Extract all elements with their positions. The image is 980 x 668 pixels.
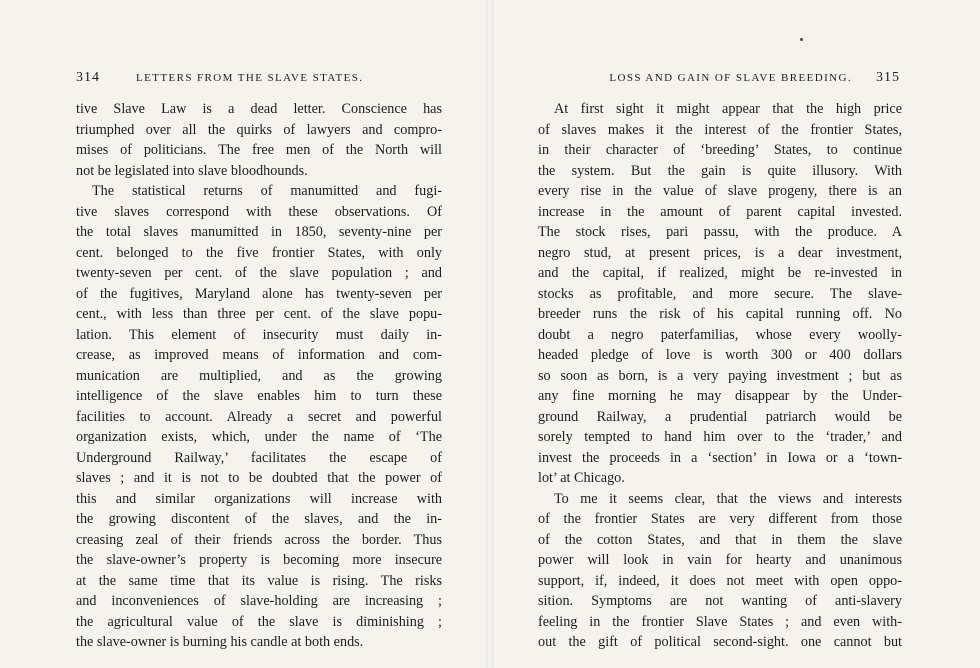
text-line: sition. Symptoms are not wanting of anti-slavery — [538, 593, 902, 609]
text-line: every rise in the value of slave progeny, there is an — [538, 183, 902, 199]
text-line: negro stud, at present prices, is a dear investment, — [538, 244, 902, 261]
text-line: the system. But the gain is quite illusory. With — [538, 162, 902, 179]
text-line: out the gift of political second-sight. one cannot but — [538, 634, 902, 650]
text-line: To me it seems clear, that the views and interests — [554, 490, 902, 507]
text-line: the agricultural value of the slave is diminishing ; — [76, 613, 442, 630]
right-body-text — [538, 99, 902, 653]
text-line: increase in the amount of parent capital invested. — [538, 203, 902, 220]
text-line: tive slaves correspond with these observations. Of — [76, 203, 442, 220]
text-line: the total slaves manumitted in 1850, seventy-nine per — [76, 224, 442, 240]
left-body-text — [76, 99, 442, 653]
text-line: at the same time that its value is rising. The risks — [76, 572, 442, 589]
text-line: facilities to account. Already a secret and powerful — [76, 408, 442, 425]
right-running-head — [538, 72, 900, 88]
text-line: doubt a negro paterfamilias, whose every woolly- — [538, 326, 902, 343]
text-line: this and similar organizations will increase with — [76, 490, 442, 507]
text-line: munication are multiplied, and as the growing — [76, 367, 442, 384]
text-line: triumphed over all the quirks of lawyers and compro- — [76, 121, 442, 138]
text-line: of the fugitives, Maryland alone has twenty-seven per — [76, 285, 442, 302]
text-line: intelligence of the slave enables him to turn these — [76, 388, 442, 404]
text-line: organization exists, which, under the name of ‘The — [76, 429, 442, 445]
text-line: Underground Railway,’ facilitates the escape of — [76, 449, 442, 466]
text-line: power will look in vain for hearty and unanimous — [538, 552, 902, 568]
text-line: stocks as profitable, and more secure. The slave- — [538, 285, 902, 302]
text-line: and the capital, if realized, might be re-invested in — [538, 265, 902, 281]
text-line: of the cotton States, and that in them the slave — [538, 531, 902, 548]
text-line: the slave-owner is burning his candle at both ends. — [76, 634, 364, 650]
text-line: slaves ; and it is not to be doubted that the power of — [76, 470, 442, 486]
text-line: the growing discontent of the slaves, and the in- — [76, 511, 442, 527]
text-line: breeder runs the risk of his capital running off. No — [538, 306, 902, 322]
text-line: ground Railway, a prudential patriarch would be — [538, 408, 902, 425]
text-line: feeling in the frontier Slave States ; and even with- — [538, 613, 902, 630]
text-line: not be legislated into slave bloodhounds. — [76, 162, 308, 179]
text-line: mises of politicians. The free men of the North will — [76, 142, 442, 158]
text-line: twenty-seven per cent. of the slave population ; and — [76, 265, 442, 281]
text-line: creasing zeal of their friends across the border. Thus — [76, 531, 442, 548]
text-line: headed pledge of love is worth 300 or 400 dollars — [538, 347, 902, 363]
text-line: sorely tempted to hand him over to the ‘trader,’ and — [538, 429, 902, 445]
left-page-number: 314 — [76, 70, 100, 85]
text-line: in their character of ‘breeding’ States, to continue — [538, 142, 902, 158]
text-line: The statistical returns of manumitted and fugi- — [92, 183, 442, 199]
text-line: lot’ at Chicago. — [538, 470, 625, 486]
text-line: The stock rises, pari passu, with the produce. A — [538, 224, 902, 240]
text-line: tive Slave Law is a dead letter. Conscience has — [76, 101, 442, 117]
text-line: any fine morning he may disappear by the Under- — [538, 388, 902, 404]
text-line: the slave-owner’s property is becoming more insecure — [76, 552, 442, 568]
text-line: cent., with less than three per cent. of the slave popu- — [76, 306, 442, 322]
text-line: At first sight it might appear that the high price — [554, 101, 902, 117]
left-running-head — [76, 72, 441, 88]
text-line: invest the proceeds in a ‘section’ in Iowa or a ‘town- — [538, 449, 902, 466]
text-line: cent. belonged to the five frontier States, with only — [76, 244, 442, 261]
text-line: so soon as born, is a very paying investment ; but as — [538, 367, 902, 384]
text-line: and inconveniences of slave-holding are increasing ; — [76, 593, 442, 609]
right-page-number: 315 — [876, 70, 900, 85]
right-page — [490, 0, 980, 668]
text-line: crease, as improved means of information and com- — [76, 347, 442, 363]
text-line: support, if, indeed, it does not meet with open oppo- — [538, 572, 902, 589]
text-line: of the frontier States are very different from those — [538, 511, 902, 527]
right-running-head-title: LOSS AND GAIN OF SLAVE BREEDING. — [609, 72, 852, 84]
text-line: lation. This element of insecurity must daily in- — [76, 326, 442, 343]
left-running-head-title: LETTERS FROM THE SLAVE STATES. — [136, 72, 364, 84]
text-line: of slaves makes it the interest of the frontier States, — [538, 121, 902, 138]
print-speck — [800, 38, 803, 41]
